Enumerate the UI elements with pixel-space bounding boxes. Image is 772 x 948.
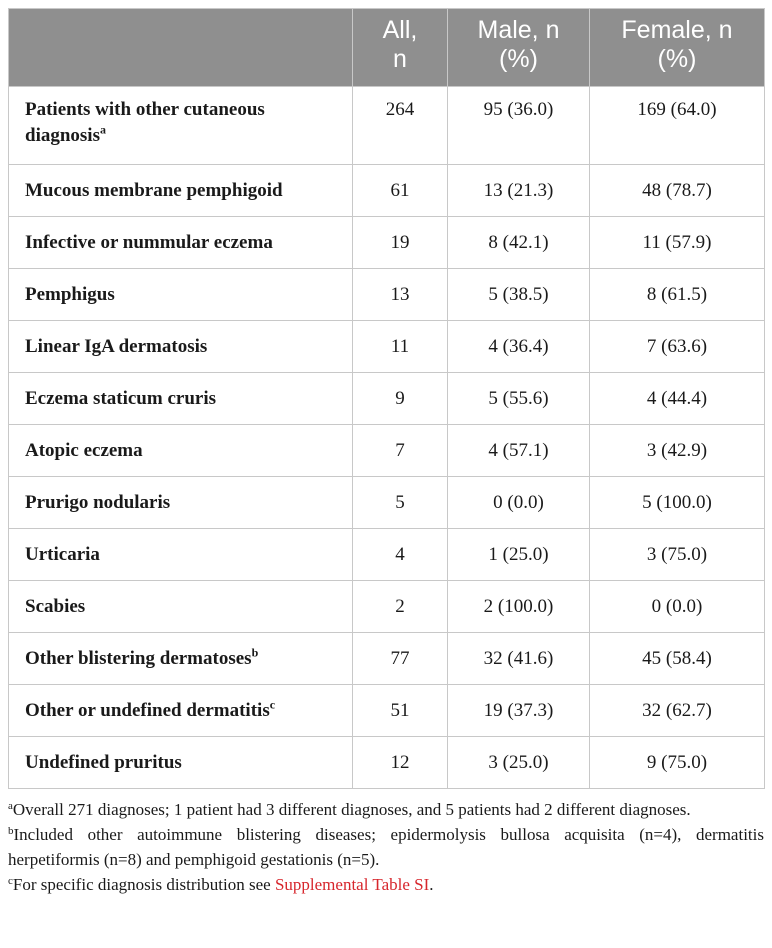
cell-all: 11 (353, 321, 448, 373)
cell-all: 4 (353, 529, 448, 581)
cell-female: 169 (64.0) (590, 87, 765, 165)
header-all: All, n (353, 9, 448, 87)
row-label: Atopic eczema (9, 425, 353, 477)
header-female: Female, n (%) (590, 9, 765, 87)
cell-female: 11 (57.9) (590, 217, 765, 269)
table-row (9, 581, 765, 633)
table-row (9, 737, 765, 789)
cell-all: 5 (353, 477, 448, 529)
cell-female: 9 (75.0) (590, 737, 765, 789)
table-row (9, 633, 765, 685)
cell-all: 77 (353, 633, 448, 685)
row-label: Scabies (9, 581, 353, 633)
footnote-marker: b (251, 645, 259, 660)
cell-all: 9 (353, 373, 448, 425)
row-label: Undefined pruritus (9, 737, 353, 789)
table-row (9, 269, 765, 321)
row-label: Other blistering dermatoses$^b$ (9, 633, 353, 685)
footnotes (8, 797, 764, 897)
cell-male: 4 (36.4) (448, 321, 590, 373)
cell-all: 12 (353, 737, 448, 789)
cell-female: 32 (62.7) (590, 685, 765, 737)
cell-male: 95 (36.0) (448, 87, 590, 165)
cell-female: 8 (61.5) (590, 269, 765, 321)
footnote-marker: c (269, 697, 276, 712)
table-row (9, 425, 765, 477)
row-label: Other or undefined dermatitis$^c$ (9, 685, 353, 737)
table-row (9, 87, 765, 165)
cell-female: 5 (100.0) (590, 477, 765, 529)
cell-male: 19 (37.3) (448, 685, 590, 737)
cell-male: 5 (38.5) (448, 269, 590, 321)
table-row (9, 685, 765, 737)
table-row (9, 373, 765, 425)
row-label: Patients with other cutaneous diagnosis$^a$ (9, 87, 353, 165)
row-label: Infective or nummular eczema (9, 217, 353, 269)
cell-female: 3 (75.0) (590, 529, 765, 581)
row-label: Mucous membrane pemphigoid (9, 165, 353, 217)
diagnosis-table (8, 8, 765, 789)
row-label: Urticaria (9, 529, 353, 581)
table-row (9, 477, 765, 529)
table-row (9, 529, 765, 581)
table-row (9, 321, 765, 373)
cell-all: 2 (353, 581, 448, 633)
row-label: Prurigo nodularis (9, 477, 353, 529)
cell-male: 13 (21.3) (448, 165, 590, 217)
cell-all: 61 (353, 165, 448, 217)
table-row (9, 217, 765, 269)
table-row (9, 165, 765, 217)
cell-all: 19 (353, 217, 448, 269)
footnote-a: $^a$Overall 271 diagnoses; 1 patient had 3 different diagnoses, and 5 patients had 2 different diagnoses. (8, 800, 691, 819)
row-label: Eczema staticum cruris (9, 373, 353, 425)
supplemental-table-link[interactable]: Supplemental Table SI (274, 875, 430, 894)
cell-male: 8 (42.1) (448, 217, 590, 269)
cell-female: 7 (63.6) (590, 321, 765, 373)
cell-male: 3 (25.0) (448, 737, 590, 789)
footnote-marker: a (99, 122, 106, 137)
header-empty (9, 9, 353, 87)
cell-all: 264 (353, 87, 448, 165)
footnote-b: $^b$Included other autoimmune blistering diseases; epidermolysis bullosa acquisita (n=4), dermatitis herpetiformis (n=8) and pemphigoid gestationis (n=5). (8, 825, 764, 869)
cell-female: 3 (42.9) (590, 425, 765, 477)
cell-female: 45 (58.4) (590, 633, 765, 685)
cell-male: 1 (25.0) (448, 529, 590, 581)
table-container (8, 8, 764, 897)
cell-female: 48 (78.7) (590, 165, 765, 217)
cell-male: 32 (41.6) (448, 633, 590, 685)
cell-female: 4 (44.4) (590, 373, 765, 425)
cell-all: 51 (353, 685, 448, 737)
header-row (9, 9, 765, 87)
row-label: Pemphigus (9, 269, 353, 321)
header-male: Male, n (%) (448, 9, 590, 87)
cell-male: 2 (100.0) (448, 581, 590, 633)
cell-all: 7 (353, 425, 448, 477)
footnote-c: $^c$For specific diagnosis distribution see Supplemental Table SI. (8, 875, 434, 894)
cell-male: 4 (57.1) (448, 425, 590, 477)
row-label: Linear IgA dermatosis (9, 321, 353, 373)
cell-male: 5 (55.6) (448, 373, 590, 425)
cell-male: 0 (0.0) (448, 477, 590, 529)
cell-female: 0 (0.0) (590, 581, 765, 633)
cell-all: 13 (353, 269, 448, 321)
